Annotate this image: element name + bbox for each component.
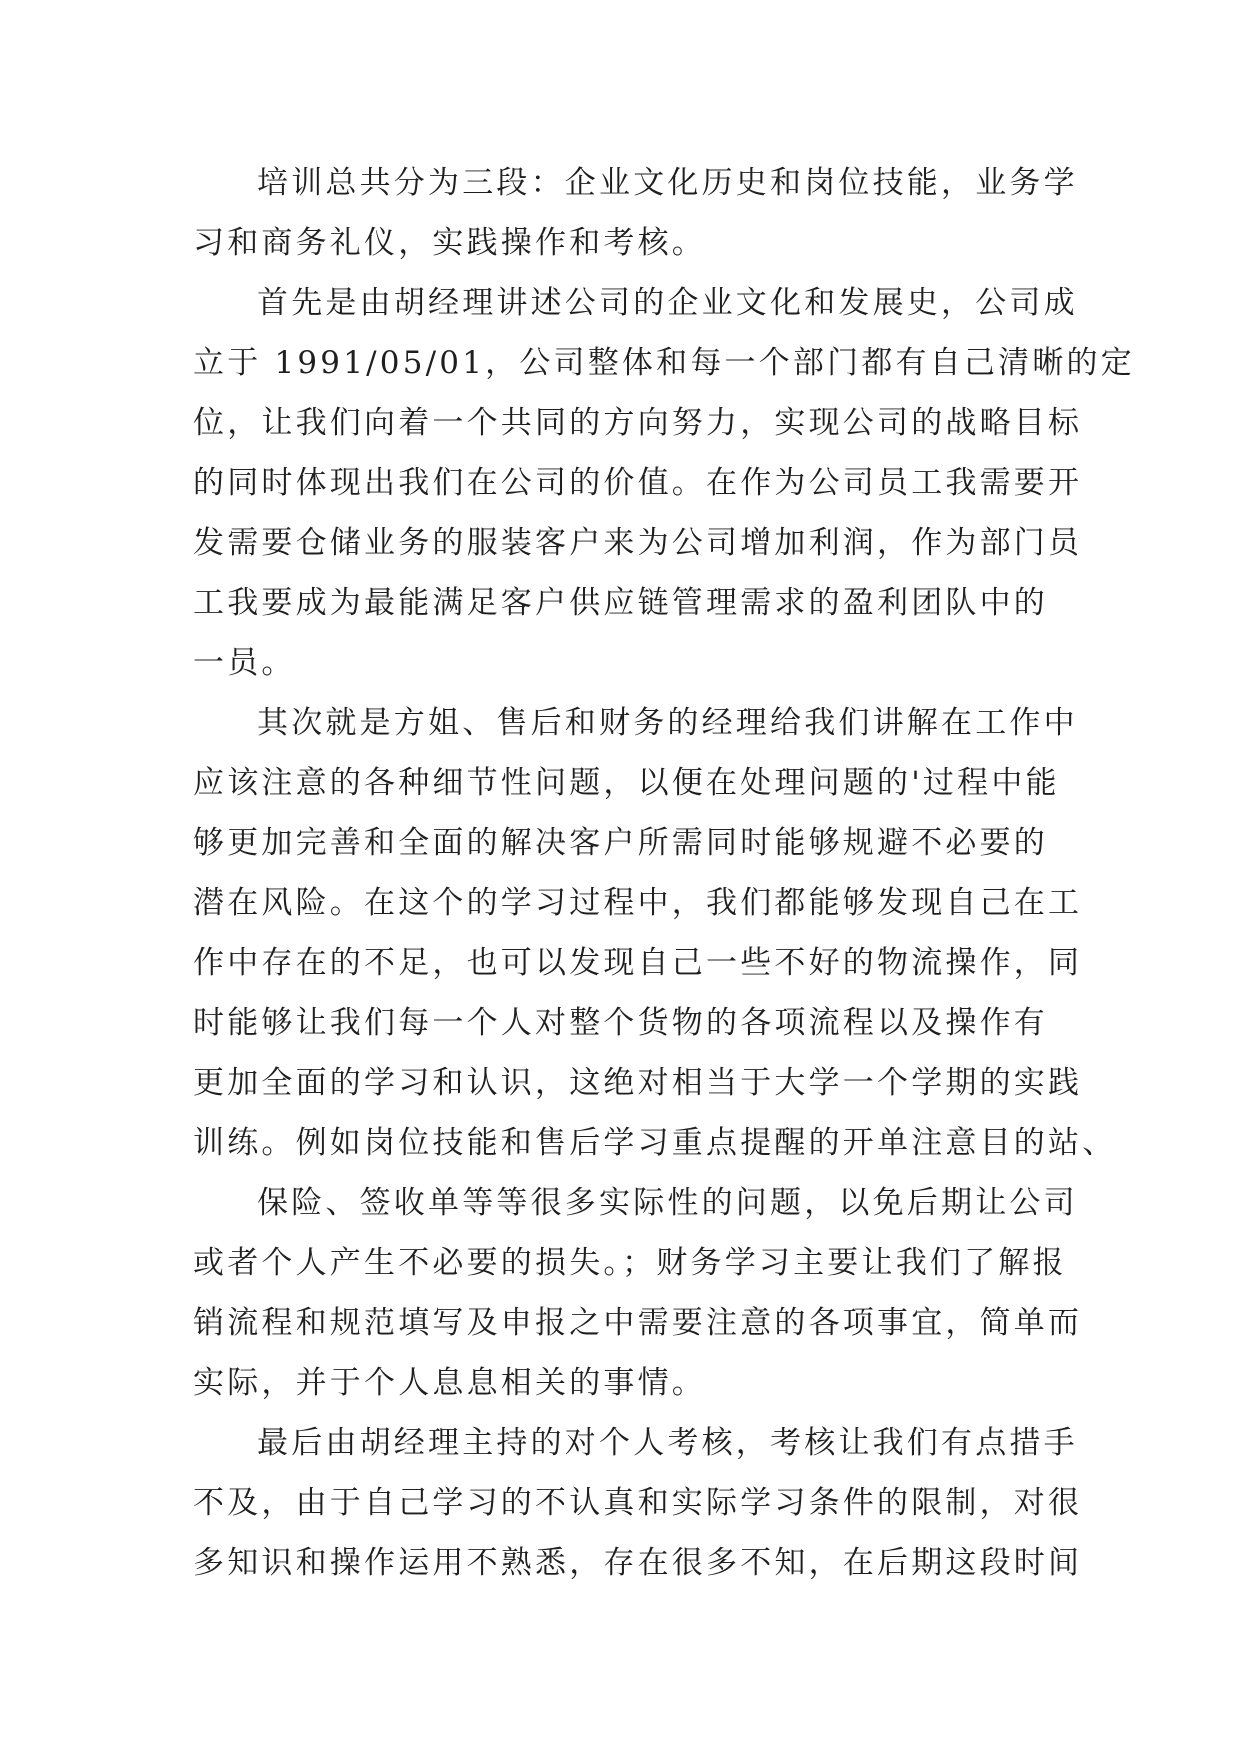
- text-line: 销流程和规范填写及申报之中需要注意的各项事宜，简单而: [193, 1305, 1083, 1341]
- text-line: 应该注意的各种细节性问题，以便在处理问题的'过程中能: [193, 765, 1060, 801]
- text-line: 够更加完善和全面的解决客户所需同时能够规避不必要的: [193, 825, 1048, 861]
- text-line: 潜在风险。在这个的学习过程中，我们都能够发现自己在工: [193, 885, 1083, 921]
- text-line: 多知识和操作运用不熟悉，存在很多不知，在后期这段时间: [193, 1545, 1083, 1581]
- text-line: 实际，并于个人息息相关的事情。: [193, 1365, 706, 1401]
- text-line: 立于 1991/05/01，公司整体和每一个部门都有自己清晰的定: [193, 345, 1135, 381]
- text-line: 作中存在的不足，也可以发现自己一些不好的物流操作，同: [193, 945, 1083, 981]
- text-line: 不及，由于自己学习的不认真和实际学习条件的限制，对很: [193, 1485, 1083, 1521]
- text-line: 培训总共分为三段：企业文化历史和岗位技能，业务学: [257, 165, 1078, 201]
- text-line: 或者个人产生不必要的损失。；财务学习主要让我们了解报: [193, 1245, 1067, 1281]
- text-line: 的同时体现出我们在公司的价值。在作为公司员工我需要开: [193, 465, 1083, 501]
- text-line: 时能够让我们每一个人对整个货物的各项流程以及操作有: [193, 1005, 1048, 1041]
- document-body: [193, 153, 1135, 1593]
- text-line: 工我要成为最能满足客户供应链管理需求的盈利团队中的: [193, 585, 1048, 621]
- text-line: 一员。: [193, 645, 296, 681]
- text-line: 更加全面的学习和认识，这绝对相当于大学一个学期的实践: [193, 1065, 1083, 1101]
- text-line: 发需要仓储业务的服装客户来为公司增加利润，作为部门员: [193, 525, 1083, 561]
- text-line: 最后由胡经理主持的对个人考核，考核让我们有点措手: [257, 1425, 1078, 1461]
- text-line: 其次就是方姐、售后和财务的经理给我们讲解在工作中: [257, 705, 1078, 741]
- text-line: 首先是由胡经理讲述公司的企业文化和发展史，公司成: [257, 285, 1078, 321]
- text-line: 保险、签收单等等很多实际性的问题，以免后期让公司: [257, 1185, 1078, 1221]
- text-line: 训练。例如岗位技能和售后学习重点提醒的开单注意目的站、: [193, 1125, 1117, 1161]
- text-line: 位，让我们向着一个共同的方向努力，实现公司的战略目标: [193, 405, 1083, 441]
- text-line: 习和商务礼仪，实践操作和考核。: [193, 225, 706, 261]
